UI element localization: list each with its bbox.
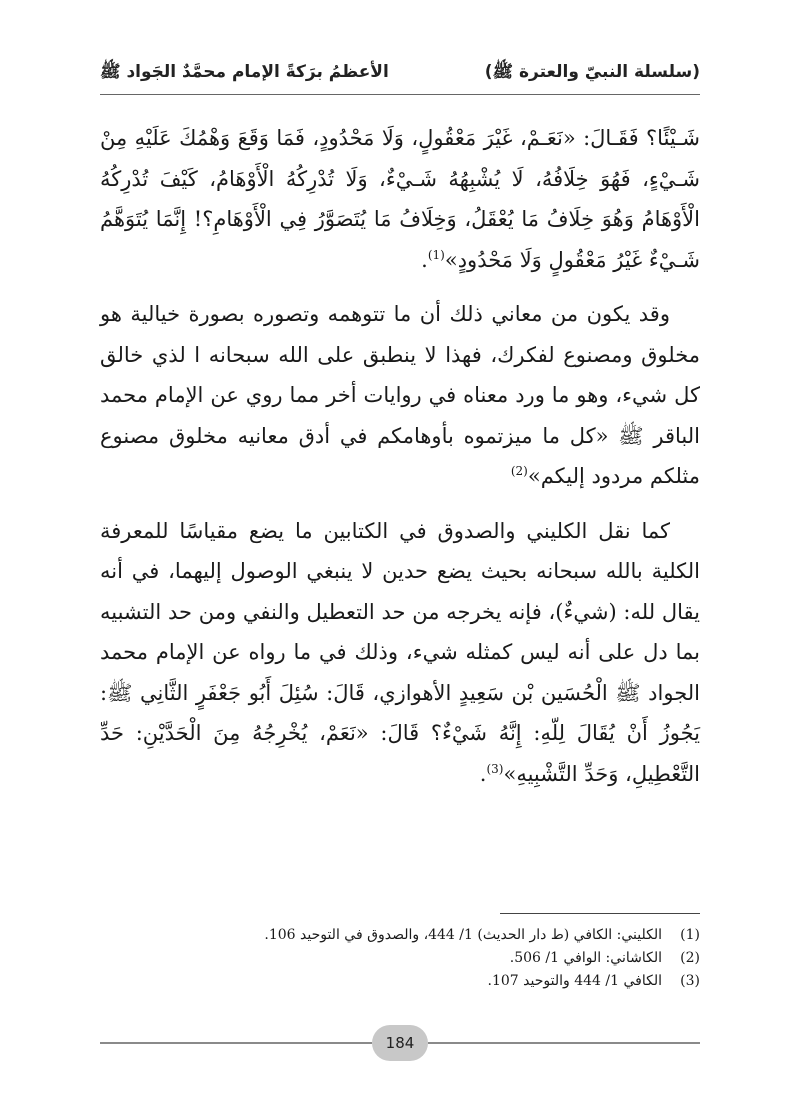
footnote-divider [500, 913, 700, 914]
paragraph-text: وقد يكون من معاني ذلك أن ما تتوهمه وتصوره بصورة خيالية هو مخلوق ومصنوع لفكرك، فهذا لا ينطبق على الله سبحانه ا لذي خالق كل شيء، وهو ما ورد معناه في روايات أخر مما روي عن الإمام محمد الباقر ﷺ «كل ما ميزتموه بأوهامكم في أدق معانيه مخلوق مصنوع مثلكم مردود إليكم» [100, 302, 700, 488]
footnote-text: الكافي 1/ 444 والتوحيد 107. [487, 973, 662, 989]
footnote-marker: (3) [486, 761, 504, 776]
footnote [100, 947, 700, 970]
footnote-marker: (1) [427, 247, 445, 262]
main-text [100, 118, 700, 794]
paragraph [100, 511, 700, 795]
paragraph [100, 294, 700, 497]
footnote [100, 924, 700, 947]
footnote-text: الكليني: الكافي (ط دار الحديث) 1/ 444، والصدوق في التوحيد 106. [264, 927, 662, 943]
footnote-number: (2) [680, 950, 700, 966]
chapter-title: الأعظمُ برَكةً الإمام محمَّدٌ الجَواد ﷺ [100, 61, 389, 82]
running-header [100, 58, 700, 88]
footer-rule-left [100, 1042, 372, 1044]
series-title: (سلسلة النبيّ والعترة ﷺ) [484, 61, 700, 82]
page-number: 184 [372, 1025, 428, 1061]
footnote-number: (3) [680, 973, 700, 989]
footnote-text: الكاشاني: الوافي 1/ 506. [509, 950, 662, 966]
footnote-number: (1) [680, 927, 700, 943]
period: . [479, 761, 487, 786]
footnote [100, 970, 700, 993]
footnotes [100, 924, 700, 993]
footer-rule-right [428, 1042, 700, 1044]
paragraph-text: كما نقل الكليني والصدوق في الكتابين ما يضع مقياسًا للمعرفة الكلية بالله سبحانه بحيث يضع حدين لا ينبغي الوصول إليهما، في أنه يقال لله: (شيءٌ)، فإنه يخرجه من حد التعطيل والنفي ومن حد التشبيه بما دل على أنه ليس كمثله شيء، وذلك في ما رواه عن الإمام محمد الجواد ﷺ الْحُسَين بْن سَعِيدٍ الأهوازي، قَالَ: سُئِلَ أَبُو جَعْفَرٍ الثَّانِي ﷺ: يَجُوزُ أَنْ يُقَالَ لِلّهِ: إِنَّهُ شَيْءٌ؟ قَالَ: «نَعَمْ، يُخْرِجُهُ مِنَ الْحَدَّيْنِ: حَدِّ التَّعْطِيلِ، وَحَدِّ التَّشْبِيهِ» [100, 518, 700, 786]
footnote-marker: (2) [510, 464, 528, 478]
header-divider [100, 94, 700, 95]
paragraph-text: شَـيْئًا؟ فَقَـالَ: «نَعَـمْ، غَيْرَ مَعْقُولٍ، وَلَا مَحْدُودٍ، فَمَا وَقَعَ وَهْمُكَ عَلَيْهِ مِنْ شَـيْءٍ، فَهُوَ خِلَافُهُ، لَا يُشْبِهُهُ شَـيْءٌ، وَلَا تُدْرِكُهُ الْأَوْهَامُ، كَيْفَ تُدْرِكُهُ الْأَوْهَامُ وَهُوَ خِلَافُ مَا يُعْقَلُ، وَخِلَافُ مَا يُتَصَوَّرُ فِي الْأَوْهَامِ؟! إِنَّمَا يُتَوَهَّمُ شَـيْءٌ غَيْرُ مَعْقُولٍ وَلَا مَحْدُودٍ» [100, 126, 700, 272]
period: . [421, 247, 428, 272]
page-footer [100, 1024, 700, 1062]
paragraph [100, 118, 700, 280]
